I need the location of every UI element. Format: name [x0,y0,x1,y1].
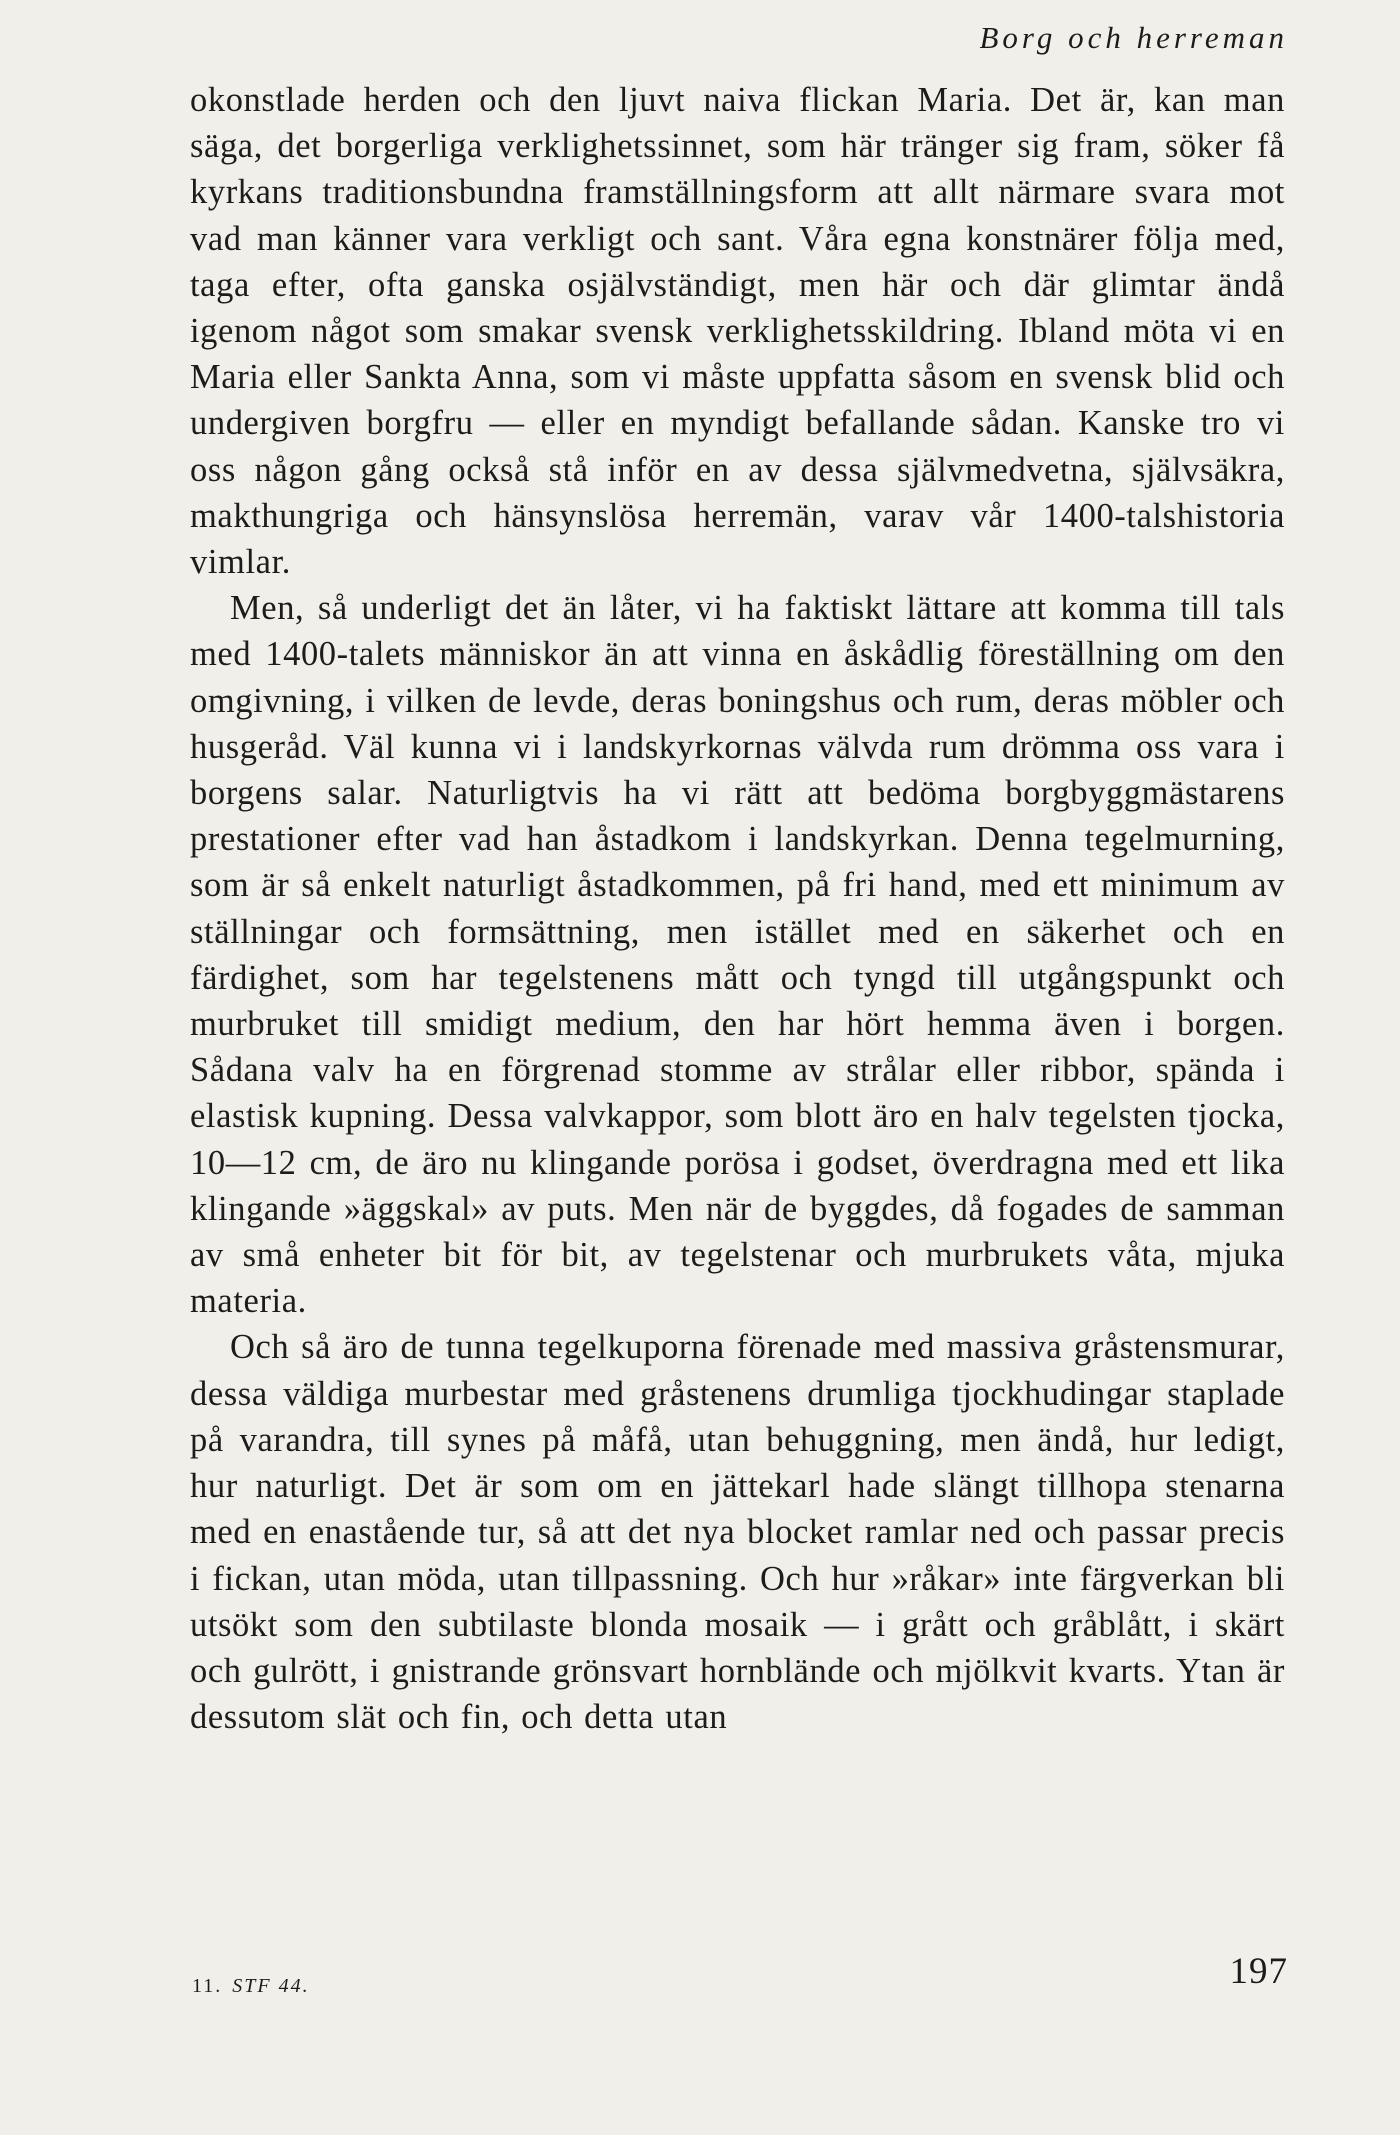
printer-signature [192,1975,310,1998]
paragraph-2: Men, så underligt det än låter, vi ha faktiskt lättare att komma till tals med 1400-talets människor än att vinna en åskådlig föreställning om den omgivning, i vilken de levde, deras boningshus och rum, deras möbler och husgeråd. Väl kunna vi i landskyrkornas välvda rum drömma oss vara i borgens salar. Naturligtvis ha vi rätt att bedöma borgbyggmästarens prestationer efter vad han åstadkom i landskyrkan. Denna tegelmurning, som är så enkelt naturligt åstadkommen, på fri hand, med ett minimum av ställningar och formsättning, men istället med en säkerhet och en färdighet, som har tegelstenens mått och tyngd till utgångspunkt och murbruket till smidigt medium, den har hört hemma även i borgen. Sådana valv ha en förgrenad stomme av strålar eller ribbor, spända i elastisk kupning. Dessa valvkappor, som blott äro en halv tegelsten tjocka, 10—12 cm, de äro nu klingande porösa i godset, överdragna med ett lika klingande »äggskal» av puts. Men när de byggdes, då fogades de samman av små enheter bit för bit, av tegelstenar och murbrukets våta, mjuka materia. [190,589,1285,1321]
paragraph-1: okonstlade herden och den ljuvt naiva flickan Maria. Det är, kan man säga, det borgerliga verklighetssinnet, som här tränger sig fram, söker få kyrkans traditionsbundna framställningsform att allt närmare svara mot vad man känner vara verkligt och sant. Våra egna konstnärer följa med, taga efter, ofta ganska osjälvständigt, men här och där glimtar ändå igenom något som smakar svensk verklighetsskildring. Ibland möta vi en Maria eller Sankta Anna, som vi måste uppfatta såsom en svensk blid och undergiven borgfru — eller en myndigt befallande sådan. Kanske tro vi oss någon gång också stå inför en av dessa självmedvetna, självsäkra, makthungriga och hänsynslösa herremän, varav vår 1400-talshistoria vimlar. [190,81,1285,582]
paragraph-3: Och så äro de tunna tegelkuporna förenade med massiva gråstensmurar, dessa väldiga murbestar med gråstenens drumliga tjockhudingar staplade på varandra, till synes på måfå, utan behuggning, men ändå, hur ledigt, hur naturligt. Det är som om en jättekarl hade slängt tillhopa stenarna med en enastående tur, så att det nya blocket ramlar ned och passar precis i fickan, utan möda, utan tillpassning. Och hur »råkar» inte färgverkan bli utsökt som den subtilaste blonda mosaik — i grått och gråblått, i skärt och gulrött, i gnistrande grönsvart hornblände och mjölkvit kvarts. Ytan är dessutom slät och fin, och detta utan [190,1328,1285,1737]
running-title: Borg och herreman [979,20,1288,55]
body-text [190,77,1285,1740]
signature-number: 11. [192,1975,223,1997]
signature-code: STF 44. [232,1975,310,1997]
page-number: 197 [1229,1951,1288,1992]
